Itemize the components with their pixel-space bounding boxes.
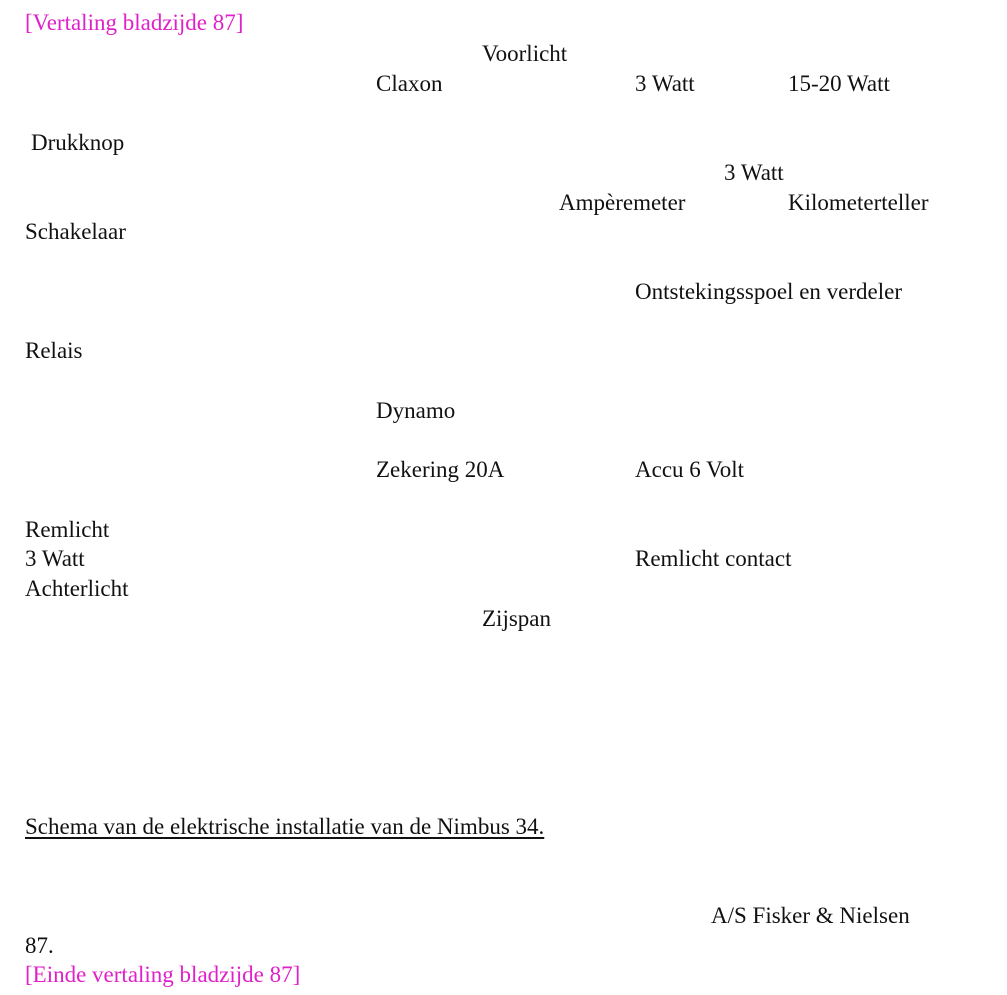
label-zekering: Zekering 20A (376, 457, 505, 482)
label-remlicht-contact: Remlicht contact (635, 546, 792, 571)
company-name: A/S Fisker & Nielsen (711, 903, 910, 928)
label-15-20-watt: 15-20 Watt (788, 71, 890, 96)
label-3-watt-top: 3 Watt (635, 71, 695, 96)
label-relais: Relais (25, 338, 83, 363)
label-drukknop: Drukknop (31, 130, 125, 155)
figure-caption: Schema van de elektrische installatie van de Nimbus 34. (25, 814, 545, 839)
label-kilometerteller: Kilometerteller (788, 190, 929, 215)
label-dynamo: Dynamo (376, 398, 456, 423)
label-achterlicht: Achterlicht (25, 576, 129, 601)
label-accu: Accu 6 Volt (635, 457, 745, 482)
translation-start-note: [Vertaling bladzijde 87] (25, 10, 244, 35)
label-voorlicht: Voorlicht (482, 41, 568, 66)
translation-end-note: [Einde vertaling bladzijde 87] (25, 962, 301, 987)
label-remlicht: Remlicht (25, 517, 110, 542)
label-3-watt-mid: 3 Watt (724, 160, 784, 185)
label-ontstekingsspoel: Ontstekingsspoel en verdeler (635, 279, 902, 304)
label-amperemeter: Ampèremeter (559, 190, 686, 215)
label-claxon: Claxon (376, 71, 443, 96)
label-3-watt-bottom: 3 Watt (25, 546, 85, 571)
label-zijspan: Zijspan (482, 606, 551, 631)
label-schakelaar: Schakelaar (25, 219, 126, 244)
page-number: 87. (25, 933, 54, 958)
